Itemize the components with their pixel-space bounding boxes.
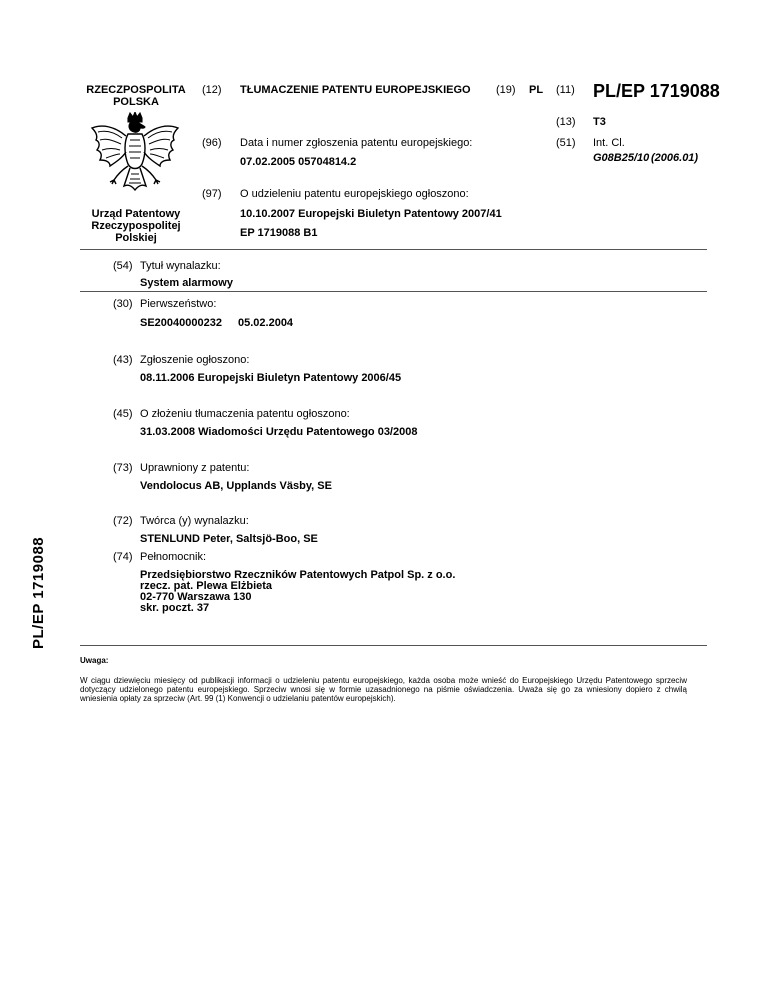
code-74: (74): [113, 551, 133, 563]
proprietor-value: Vendolocus AB, Upplands Väsby, SE: [140, 480, 332, 492]
code-97: (97): [202, 188, 222, 200]
grant-line1: 10.10.2007 Europejski Biuletyn Patentowy 2007/41: [240, 208, 502, 220]
kind-code: T3: [593, 116, 606, 128]
agent-line-1: Przedsiębiorstwo Rzeczników Patentowych Patpol Sp. z o.o.: [140, 569, 456, 581]
proprietor-label: Uprawniony z patentu:: [140, 462, 250, 474]
patent-number: PL/EP 1719088: [593, 81, 720, 101]
office-name-line1: Urząd Patentowy: [91, 208, 181, 220]
code-54: (54): [113, 260, 133, 272]
application-label: Data i numer zgłoszenia patentu europejskiego:: [240, 137, 473, 149]
translation-value: 31.03.2008 Wiadomości Urzędu Patentowego 03/2008: [140, 426, 418, 438]
agent-label: Pełnomocnik:: [140, 551, 207, 563]
divider-1: [80, 249, 707, 250]
code-11: (11): [556, 84, 575, 96]
title-label: Tytuł wynalazku:: [140, 260, 221, 272]
translation-label: O złożeniu tłumaczenia patentu ogłoszono:: [140, 408, 350, 420]
code-19: (19): [496, 84, 516, 96]
code-30: (30): [113, 298, 133, 310]
priority-number: SE20040000232: [140, 317, 222, 329]
divider-2: [80, 291, 707, 292]
side-patent-label: PL/EP 1719088: [30, 536, 47, 649]
agent-line-2: rzecz. pat. Plewa Elżbieta: [140, 580, 273, 592]
code-13: (13): [556, 116, 576, 128]
application-value: 07.02.2005 05704814.2: [240, 156, 357, 168]
grant-line2: EP 1719088 B1: [240, 227, 318, 239]
intcl-version: (2006.01): [651, 152, 699, 164]
priority-date: 05.02.2004: [238, 317, 294, 329]
office-name-line2: Rzeczypospolitej: [91, 220, 181, 232]
code-73: (73): [113, 462, 133, 474]
document-type: TŁUMACZENIE PATENTU EUROPEJSKIEGO: [240, 84, 471, 96]
code-96: (96): [202, 137, 222, 149]
agent-line-4: skr. poczt. 37: [140, 602, 210, 614]
priority-label: Pierwszeństwo:: [140, 298, 217, 310]
agent-line-3: 02-770 Warszawa 130: [140, 591, 252, 603]
intcl-label: Int. Cl.: [593, 137, 625, 149]
code-51: (51): [556, 137, 576, 149]
note-text: W ciągu dziewięciu miesięcy od publikacji informacji o udzieleniu patentu europejskiego, każda osoba może wnieść do Europejskiego Urzędu Patentowego sprzeciw dotyczący udzielonego patentu europejskiego. Sprzeciw wnosi się w formie uzasadnionego na piśmie oświadczenia. Uważa się go za wniesiony dopiero z chwilą wniesienia opłaty za sprzeciw (Art. 99 (1) Konwencji o udzielaniu patentów europejskich).: [80, 676, 687, 703]
inventor-label: Twórca (y) wynalazku:: [140, 515, 249, 527]
divider-3: [80, 645, 707, 646]
polish-eagle-emblem-icon: [84, 112, 186, 202]
intcl-class: G08B25/10: [593, 152, 650, 164]
code-43: (43): [113, 354, 133, 366]
country-name-line1: RZECZPOSPOLITA: [86, 84, 186, 96]
publication-label: Zgłoszenie ogłoszono:: [140, 354, 250, 366]
publication-value: 08.11.2006 Europejski Biuletyn Patentowy 2006/45: [140, 372, 402, 384]
code-12: (12): [202, 84, 222, 96]
office-name-line3: Polskiej: [115, 232, 157, 244]
country-name-line2: POLSKA: [113, 96, 159, 108]
invention-title: System alarmowy: [140, 277, 233, 289]
inventor-value: STENLUND Peter, Saltsjö-Boo, SE: [140, 533, 318, 545]
code-72: (72): [113, 515, 133, 527]
grant-label: O udzieleniu patentu europejskiego ogłoszono:: [240, 188, 469, 200]
code-45: (45): [113, 408, 133, 420]
note-title: Uwaga:: [80, 656, 109, 665]
country-code: PL: [529, 84, 544, 96]
